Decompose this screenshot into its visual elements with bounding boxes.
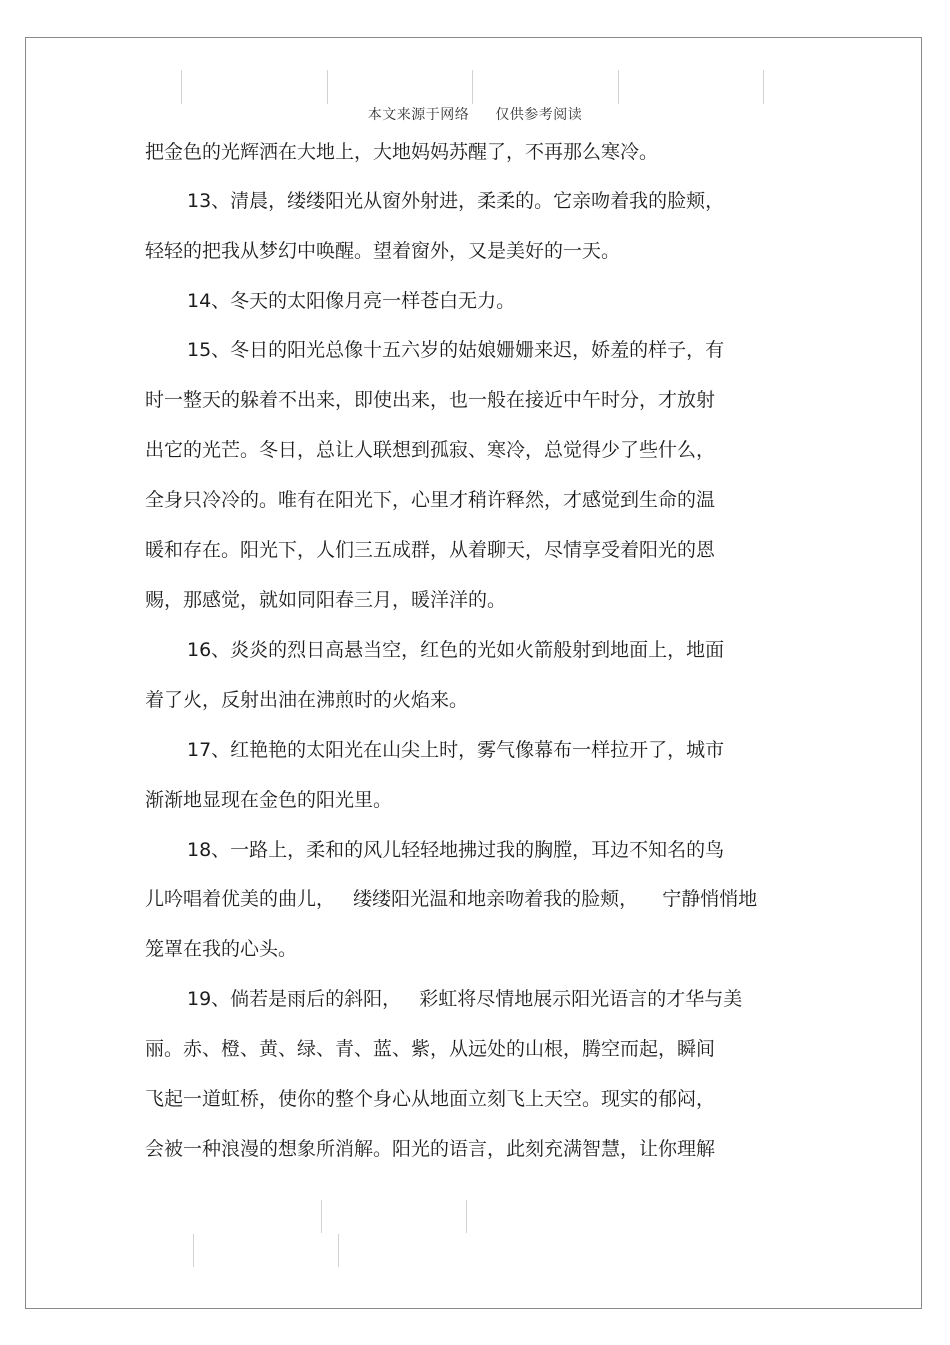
bottom-rule-1 <box>321 1200 322 1233</box>
bottom-rule-2 <box>466 1200 467 1233</box>
top-rule-5 <box>763 70 764 104</box>
body-line: 笼罩在我的心头。 <box>145 938 298 960</box>
body-line: 赐，那感觉，就如同阳春三月，暖洋洋的。 <box>145 589 507 611</box>
page-border <box>25 37 922 1309</box>
header-source-note: 本文来源于网络 <box>367 107 470 123</box>
body-line: 轻轻的把我从梦幻中唤醒。望着窗外，又是美好的一天。 <box>145 240 621 262</box>
body-line: 16、炎炎的烈日高悬当空，红色的光如火箭般射到地面上，地面 <box>187 639 725 661</box>
body-line: 出它的光芒。冬日，总让人联想到孤寂、寒冷，总觉得少了些什么， <box>145 439 716 461</box>
header-reading-note: 仅供参考阅读 <box>495 107 583 123</box>
body-line: 全身只冷冷的。唯有在阳光下，心里才稍许释然，才感觉到生命的温 <box>145 489 716 511</box>
body-line: 19、倘若是雨后的斜阳， 彩虹将尽情地展示阳光语言的才华与美 <box>187 988 743 1010</box>
bottom-rule-4 <box>338 1234 339 1267</box>
body-line: 把金色的光辉洒在大地上，大地妈妈苏醒了，不再那么寒冷。 <box>145 141 659 163</box>
body-line: 时一整天的躲着不出来，即使出来，也一般在接近中午时分，才放射 <box>145 389 716 411</box>
body-line: 会被一种浪漫的想象所消解。阳光的语言，此刻充满智慧，让你理解 <box>145 1138 716 1160</box>
page-header <box>0 104 950 124</box>
body-line: 儿吟唱着优美的曲儿， 缕缕阳光温和地亲吻着我的脸颊， 宁静悄悄地 <box>145 888 758 910</box>
top-rule-1 <box>181 70 182 104</box>
body-line: 13、清晨，缕缕阳光从窗外射进，柔柔的。它亲吻着我的脸颊， <box>187 190 725 212</box>
body-line: 丽。赤、橙、黄、绿、青、蓝、紫，从远处的山根，腾空而起，瞬间 <box>145 1038 716 1060</box>
body-line: 17、红艳艳的太阳光在山尖上时，雾气像幕布一样拉开了，城市 <box>187 739 725 761</box>
body-line: 飞起一道虹桥，使你的整个身心从地面立刻飞上天空。现实的郁闷， <box>145 1088 716 1110</box>
body-line: 15、冬日的阳光总像十五六岁的姑娘姗姗来迟，娇羞的样子，有 <box>187 339 725 361</box>
top-rule-3 <box>472 70 473 104</box>
body-line: 14、冬天的太阳像月亮一样苍白无力。 <box>187 290 516 312</box>
body-line: 18、一路上，柔和的风儿轻轻地拂过我的胸膛，耳边不知名的鸟 <box>187 839 725 861</box>
body-line: 暖和存在。阳光下，人们三五成群，从着聊天，尽情享受着阳光的恩 <box>145 539 716 561</box>
top-rule-2 <box>327 70 328 104</box>
bottom-rule-3 <box>193 1234 194 1267</box>
top-rule-4 <box>618 70 619 104</box>
body-line: 渐渐地显现在金色的阳光里。 <box>145 789 393 811</box>
body-line: 着了火，反射出油在沸煎时的火焰来。 <box>145 689 469 711</box>
